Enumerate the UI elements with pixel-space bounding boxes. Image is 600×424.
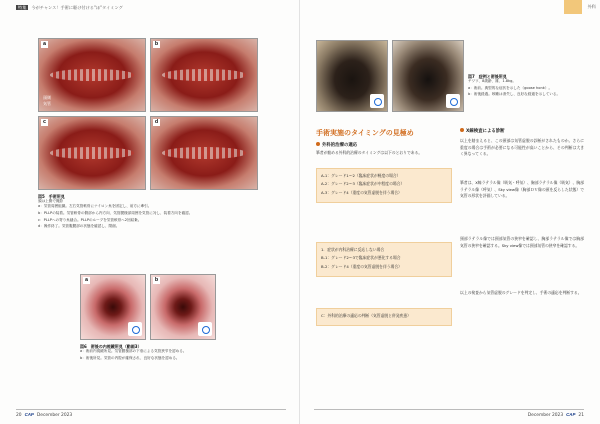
figure7-panel-a <box>316 40 388 112</box>
footer-rule <box>314 409 584 410</box>
figure7-caption <box>468 74 586 99</box>
figure7-caption-line: チワワ、8歳齢、雄、1.8kg。 <box>468 79 517 84</box>
figure6-panel-b <box>150 274 216 340</box>
panel-annotation: 頭側 <box>43 95 51 100</box>
section-heading-timing: 手術実施のタイミングの見極め <box>316 129 414 137</box>
section-tab <box>564 0 582 14</box>
box-line: B-1：グレード2～3で臨床症状が悪化する場合 <box>321 255 401 261</box>
figure5-caption-title: 図5 手術所見 <box>38 194 65 199</box>
panel-label: b <box>154 41 159 47</box>
panel-annotation: 気管 <box>43 101 51 106</box>
right-page <box>300 0 600 424</box>
figure6-caption-title: 図6 術後の内視鏡所見（動画3） <box>80 344 142 349</box>
running-head-label: 特集 <box>18 5 27 10</box>
panel-label: d <box>154 119 159 125</box>
issue-date: December 2023 <box>36 413 73 418</box>
running-head-title: 今がチャンス！手術に駆け付ける"ほ"タイミング <box>31 5 123 10</box>
figure7-caption-line: a：術前。典型的な症状を示した（goose honk）。 <box>468 85 553 90</box>
figure5-caption <box>38 194 258 231</box>
timing-box-b <box>316 242 452 277</box>
figure5-panel-a <box>38 38 146 112</box>
figure6-caption-line: a：術前内視鏡所見。気管膜様部の下垂による気管狭窄を認める。 <box>80 349 187 354</box>
figure5-caption-line: c：PLLPへの寄り糸縫合。PLLPのループを気管軟骨へ2回結紮。 <box>38 217 142 222</box>
cap-logo: CAP <box>566 412 576 417</box>
page-number-right: 21 <box>578 413 584 418</box>
footer-left <box>16 412 72 418</box>
panel-label: b <box>154 277 159 283</box>
figure7-caption-line: b：術後経過。咳嗽は消失し、良好な経過を示している。 <box>468 92 561 97</box>
issue-date: December 2023 <box>527 413 564 418</box>
panel-label: a <box>41 41 48 48</box>
running-head <box>16 5 123 11</box>
figure6-caption <box>80 344 220 362</box>
box-line: A-2：グレード2～3（臨床症状が中程度の場合） <box>321 181 405 187</box>
page-number-left: 20 <box>16 413 22 418</box>
figure6-panel-a <box>80 274 146 340</box>
panel-label: c <box>41 119 48 126</box>
figure5-panel-c <box>38 116 146 190</box>
figure7-panel-b <box>392 40 464 112</box>
figure5-caption-line: b：PLLPの装着。気管軟骨の側部から内方向、気管膜様部周囲を気管に対し、装着方向を確認。 <box>38 211 193 215</box>
figure5-caption-line: d：操作終了。気管腹膜部の状態を確認し、閉創。 <box>38 224 120 229</box>
figure5-caption-line: a：気管周囲組織。左右気管軟骨にナイロン糸を固定し、前方に牽引。 <box>38 204 152 209</box>
timing-intro: 筆者が勧める外科的治療のタイミングは以下のとおりである。 <box>316 150 423 155</box>
box-line: 1．症状が内科治療に反応しない場合 <box>321 247 385 252</box>
figure5-caption-sub: 頭は上側で撮影 <box>38 199 64 204</box>
timing-box-c <box>316 308 452 326</box>
subheading-xray-diagnosis: X線検査による診断 <box>460 128 505 134</box>
figure5-panel-b <box>150 38 258 112</box>
video-icon[interactable] <box>128 322 142 336</box>
figure5-panel-d <box>150 116 258 190</box>
box-line: A-3：グレード4（重度の気管虚脱を伴う場合） <box>321 189 402 195</box>
box-line: A-1：グレード1～2（臨床症状が軽度の場合） <box>321 173 401 178</box>
diagnosis-paragraph: 以上を踏まえると、この頸部は気管虚脱の診断がされたものか。さらに重度の場合は手術が必要になる可能性が高いことから、その判断は大きく異なってくる。 <box>460 138 584 157</box>
figure7-caption-title: 図7 症例と術後所見 <box>468 74 507 79</box>
panel-label: a <box>83 277 90 284</box>
diagnosis-paragraph: 筆者は、X線ラテラル像（吸気・呼気）、胸部ラテラル像（吸気）、胸部ラテラル像（呼気）、Sky view像（胸部ＤＶ像の頸を反らした状態）で気管の形状を評価している。 <box>460 180 584 199</box>
video-icon[interactable] <box>198 322 212 336</box>
figure6-caption-line: b：術後所見。気管の内腔が確保され、良好な状態を認める。 <box>80 355 180 360</box>
subheading-surgical-indication: 外科的治療の適応 <box>316 142 357 148</box>
video-icon[interactable] <box>446 94 460 108</box>
box-line: B-2：グレード4（重度の気管虚脱を伴う場合） <box>321 263 402 269</box>
video-icon[interactable] <box>370 94 384 108</box>
diagnosis-paragraph: 以上の検査から気管虚脱のグレードを判定し、手術の適応を判断する。 <box>460 290 582 295</box>
footer-right <box>528 412 584 418</box>
box-line: C：外科的治療の適応の判断（気管虚脱と併発疾患） <box>321 313 411 318</box>
timing-box-a <box>316 168 452 203</box>
cap-logo: CAP <box>24 412 34 417</box>
footer-rule <box>16 409 286 410</box>
diagnosis-paragraph: 頸部ラテラル像では頸部気管の狭窄を確認し、胸部ラテラル像では胸部気管の狭窄を確認する。Sky view像では頸部気管の狭窄を確認する。 <box>460 236 584 248</box>
section-tab-label: 外科 <box>587 4 596 9</box>
